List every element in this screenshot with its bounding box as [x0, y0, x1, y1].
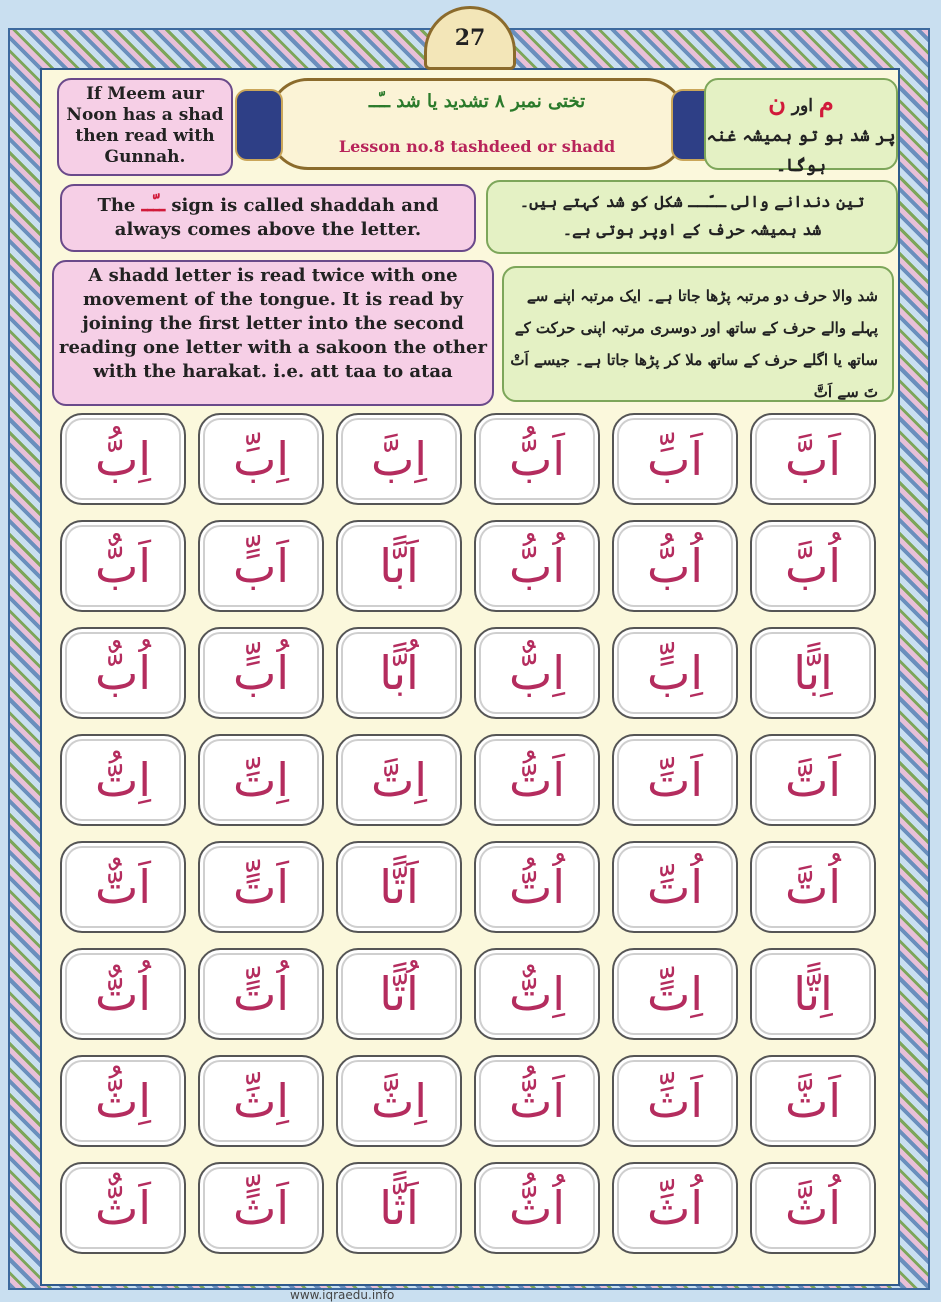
page-number: 27	[424, 6, 516, 70]
letter-tile-grid	[60, 413, 880, 1254]
letter-tile: اُثَّ	[750, 1162, 876, 1254]
aur-word: اور	[791, 96, 813, 116]
letter-tile: اُثِّ	[612, 1162, 738, 1254]
letter-tile: اَثًّا	[336, 1162, 462, 1254]
letter-tile: اُبُّ	[474, 520, 600, 612]
letter-tile: اِتَّ	[336, 734, 462, 826]
letter-tile: اِثَّ	[336, 1055, 462, 1147]
lesson-title-banner	[268, 78, 686, 170]
letter-tile: اِتًّا	[750, 948, 876, 1040]
meem-noon-note-urdu	[704, 78, 898, 176]
meem-noon-line2: پر شد ہو تو ہمیشہ غنہ ہوگا۔	[706, 126, 896, 176]
noon-letter: ن	[768, 88, 786, 117]
letter-tile: اَبِّ	[612, 413, 738, 505]
sign-note-part2: sign is called shaddah and always comes above the letter.	[114, 195, 439, 240]
sign-urdu-line2: شد ہمیشہ حرف کے اوپر ہوتی ہے۔	[562, 220, 822, 239]
meem-noon-note-english: If Meem aur Noon has a shad then read with Gunnah.	[57, 78, 233, 176]
letter-tile: اَثٌّ	[60, 1162, 186, 1254]
letter-tile: اَثُّ	[474, 1055, 600, 1147]
letter-tile: اَتَّ	[750, 734, 876, 826]
letter-tile: اَتًّا	[336, 841, 462, 933]
letter-tile: اِثِّ	[198, 1055, 324, 1147]
letter-tile: اُتٍّ	[198, 948, 324, 1040]
letter-tile: اُتِّ	[612, 841, 738, 933]
letter-tile: اُتٌّ	[60, 948, 186, 1040]
letter-tile: اَثَّ	[750, 1055, 876, 1147]
letter-tile: اِتٍّ	[612, 948, 738, 1040]
meem-letter: م	[818, 88, 834, 117]
letter-tile: اُتًّا	[336, 948, 462, 1040]
letter-tile: اِتِّ	[198, 734, 324, 826]
letter-tile: اَبٍّ	[198, 520, 324, 612]
meem-noon-line1	[706, 88, 896, 121]
letter-tile: اُتَّ	[750, 841, 876, 933]
letter-tile: اِبًّا	[750, 627, 876, 719]
footer-url: www.iqraedu.info	[290, 1288, 395, 1302]
letter-tile: اَثِّ	[612, 1055, 738, 1147]
lesson-title-english: Lesson no.8 tashdeed or shadd	[338, 137, 616, 156]
letter-tile: اَتٌّ	[60, 841, 186, 933]
sign-note-part1: The	[97, 195, 136, 216]
lesson-title-urdu: تختی نمبر ۸ تشدید یا شد ــّــ	[368, 91, 586, 112]
letter-tile: اِبٍّ	[612, 627, 738, 719]
shaddah-sign-note-english	[60, 184, 476, 252]
letter-tile: اُبًّا	[336, 627, 462, 719]
letter-tile: اَبَّ	[750, 413, 876, 505]
letter-tile: اُبٌّ	[60, 627, 186, 719]
shaddah-mark-icon: ــّــ	[141, 192, 166, 216]
letter-tile: اِثُّ	[60, 1055, 186, 1147]
letter-tile: اَبُّ	[474, 413, 600, 505]
shadd-reading-note-english: A shadd letter is read twice with one movement of the tongue. It is read by joining the first letter into the second reading one letter with a sakoon the other with the harakat. i.e. att taa to ataa	[52, 260, 494, 406]
letter-tile: اِبُّ	[60, 413, 186, 505]
letter-tile: اُتُّ	[474, 841, 600, 933]
letter-tile: اُبُّ	[612, 520, 738, 612]
letter-tile: اِتٌّ	[474, 948, 600, 1040]
letter-tile: اِتُّ	[60, 734, 186, 826]
letter-tile: اَتُّ	[474, 734, 600, 826]
letter-tile: اُبٍّ	[198, 627, 324, 719]
letter-tile: اِبَّ	[336, 413, 462, 505]
sign-urdu-line1: تین دندانے والی ــّــ شکل کو شد کہتے ہیں۔	[519, 192, 865, 211]
letter-tile: اُبَّ	[750, 520, 876, 612]
letter-tile: اَتِّ	[612, 734, 738, 826]
letter-tile: اُثُّ	[474, 1162, 600, 1254]
shaddah-sign-note-urdu	[486, 180, 898, 254]
letter-tile: اَثٍّ	[198, 1162, 324, 1254]
letter-tile: اَتٍّ	[198, 841, 324, 933]
shadd-reading-note-urdu: شد والا حرف دو مرتبہ پڑھا جاتا ہے۔ ایک مرتبہ اپنے سے پہلے والے حرف کے ساتھ اور دوسری مرتبہ اپنی حرکت کے ساتھ یا اگلے حرف کے ساتھ ملا کر پڑھا جاتا ہے۔ جیسے اَتْ تَ سے اَتَّ	[502, 266, 894, 402]
letter-tile: اِبٌّ	[474, 627, 600, 719]
letter-tile: اَبًّا	[336, 520, 462, 612]
letter-tile: اَبٌّ	[60, 520, 186, 612]
letter-tile: اِبِّ	[198, 413, 324, 505]
